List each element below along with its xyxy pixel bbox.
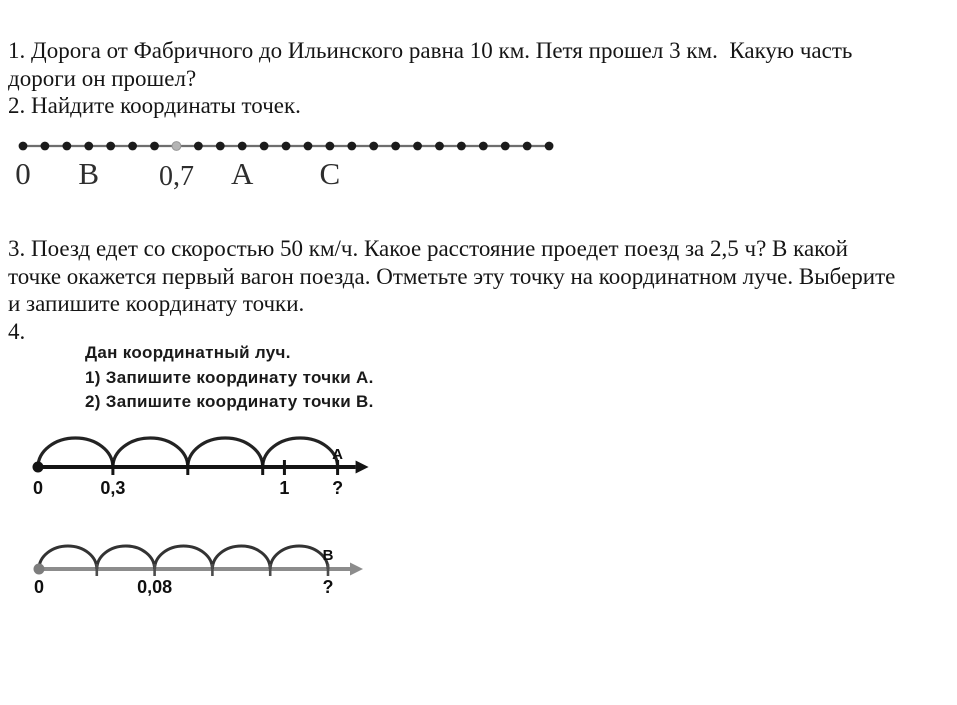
number-line-dot (62, 142, 71, 151)
number-line-dot (150, 142, 159, 151)
ray-arrowhead-icon (356, 461, 369, 474)
number-line-dot (479, 142, 488, 151)
problem-1-line-2: дороги он прошел? (8, 65, 197, 91)
number-line-dot (216, 142, 225, 151)
number-line-dot (41, 142, 50, 151)
ray-origin-dot (34, 564, 45, 575)
ray-tick-label: 1 (279, 478, 290, 498)
problem-2-line: 2. Найдите координаты точек. (8, 93, 301, 118)
task-4-header: Дан координатный луч. (85, 343, 291, 362)
number-line-dot (457, 142, 466, 151)
number-line-dot (106, 142, 115, 151)
number-line-label: 0 (15, 156, 31, 191)
number-line-dot (391, 142, 400, 151)
ray-step-arcs (39, 546, 328, 569)
number-line-dot (369, 142, 378, 151)
ray-point-label: B (322, 547, 334, 564)
task-4-item-1: 1) Запишите координату точки А. (85, 367, 374, 387)
number-line-dot (194, 142, 203, 151)
problem-4-number: 4. (8, 318, 26, 344)
number-line-dot (435, 142, 444, 151)
number-line-dot (545, 142, 554, 151)
number-line-dot (501, 142, 510, 151)
problem-1-line-1: 1. Дорога от Фабричного до Ильинского равна 10 км. Петя прошел 3 км. Какую часть (8, 38, 853, 63)
number-line-dot (238, 142, 247, 151)
task-4-instructions (85, 341, 374, 415)
ray-arrowhead-icon (350, 563, 363, 576)
number-line-dot (19, 142, 28, 151)
ray-tick-label: ? (332, 478, 344, 498)
coordinate-ray-a-figure (0, 425, 430, 510)
number-line-dot (523, 142, 532, 151)
number-line-dot (260, 142, 269, 151)
number-line-dot (325, 142, 334, 151)
number-line-dot (282, 142, 291, 151)
ray-origin-dot (33, 462, 44, 473)
problem-3-line-2: точке окажется первый вагон поезда. Отметьте эту точку на координатном луче. Выберите (8, 263, 896, 289)
number-line-dot (304, 142, 313, 151)
ray-tick-label: 0,08 (137, 577, 173, 597)
problem-3-text (8, 235, 895, 345)
problem-3-line-3: и запишите координату точки. (8, 291, 305, 316)
ray-tick-label: 0 (32, 478, 44, 498)
ray-tick-label: 0 (33, 577, 45, 597)
task-4-item-2: 2) Запишите координату точки В. (85, 392, 374, 412)
number-line-label: A (231, 156, 254, 191)
number-line-dot (128, 142, 137, 151)
ray-point-label: A (332, 446, 344, 463)
number-line-dot (347, 142, 356, 151)
problem-3-line-1: 3. Поезд едет со скоростью 50 км/ч. Какое расстояние проедет поезд за 2,5 ч? В какой (8, 236, 848, 261)
dotted-number-line-figure (0, 130, 610, 200)
problem-1-text (8, 37, 852, 120)
number-line-dot (84, 142, 93, 151)
number-line-gray-dot (172, 142, 181, 151)
number-line-dot (413, 142, 422, 151)
number-line-label: B (78, 156, 100, 191)
ray-tick-label: ? (322, 577, 334, 597)
number-line-label: C (319, 156, 341, 191)
number-line-label: 0,7 (158, 161, 194, 192)
ray-tick-label: 0,3 (100, 478, 126, 498)
coordinate-ray-b-figure (0, 528, 430, 608)
